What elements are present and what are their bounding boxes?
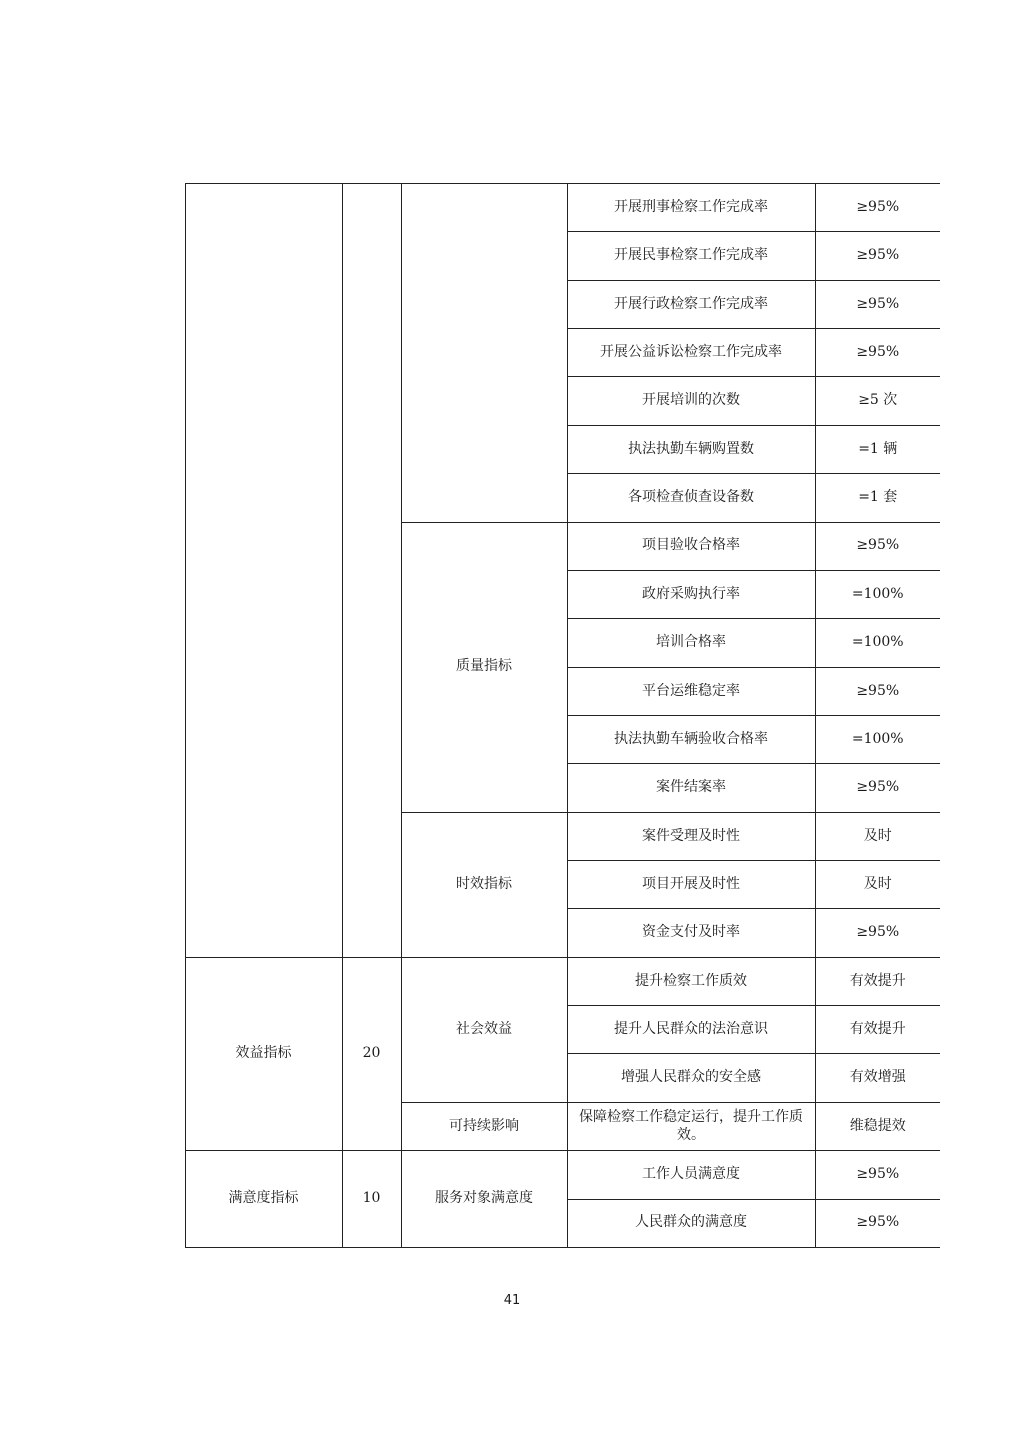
satisfaction-indicator-label: 满意度指标 [185, 1151, 342, 1248]
indicator-name: 开展公益诉讼检察工作完成率 [567, 329, 815, 377]
indicator-value: =100% [815, 570, 940, 618]
score-cell [342, 184, 401, 958]
indicator-value: ≥95% [815, 909, 940, 957]
indicator-name: 案件受理及时性 [567, 812, 815, 860]
quality-indicator-label: 质量指标 [401, 522, 567, 812]
social-benefit-label: 社会效益 [401, 957, 567, 1102]
indicator-name: 开展行政检察工作完成率 [567, 280, 815, 328]
indicator-value: ≥95% [815, 764, 940, 812]
secondary-indicator-cell [401, 184, 567, 523]
table-row [145, 1151, 940, 1199]
sustainable-impact-label: 可持续影响 [401, 1102, 567, 1150]
left-margin-cell [145, 184, 185, 1248]
indicator-name: 培训合格率 [567, 619, 815, 667]
indicator-value: ≥95% [815, 667, 940, 715]
indicator-value: ≥95% [815, 1151, 940, 1199]
indicator-value: 有效增强 [815, 1054, 940, 1102]
performance-indicator-table [145, 183, 940, 1248]
indicator-name: 政府采购执行率 [567, 570, 815, 618]
indicator-name: 平台运维稳定率 [567, 667, 815, 715]
indicator-value: ≥5 次 [815, 377, 940, 425]
indicator-name: 开展民事检察工作完成率 [567, 232, 815, 280]
indicator-value: ≥95% [815, 184, 940, 232]
table-row [145, 957, 940, 1005]
indicator-name: 项目验收合格率 [567, 522, 815, 570]
indicator-value: 有效提升 [815, 957, 940, 1005]
indicator-value: ≥95% [815, 1199, 940, 1247]
indicator-name: 人民群众的满意度 [567, 1199, 815, 1247]
indicator-name: 保障检察工作稳定运行，提升工作质效。 [567, 1102, 815, 1150]
indicator-value: =100% [815, 715, 940, 763]
indicator-name: 提升人民群众的法治意识 [567, 1006, 815, 1054]
indicator-name: 资金支付及时率 [567, 909, 815, 957]
benefit-indicator-label: 效益指标 [185, 957, 342, 1150]
indicator-name: 开展刑事检察工作完成率 [567, 184, 815, 232]
indicator-name: 各项检查侦查设备数 [567, 474, 815, 522]
satisfaction-score: 10 [342, 1151, 401, 1248]
indicator-value: 及时 [815, 812, 940, 860]
table-row [145, 184, 940, 232]
indicator-name: 项目开展及时性 [567, 861, 815, 909]
service-object-satisfaction-label: 服务对象满意度 [401, 1151, 567, 1248]
benefit-score: 20 [342, 957, 401, 1150]
page-number: 41 [503, 1293, 521, 1308]
indicator-name: 提升检察工作质效 [567, 957, 815, 1005]
indicator-value: 有效提升 [815, 1006, 940, 1054]
indicator-value: =1 辆 [815, 425, 940, 473]
indicator-value: ≥95% [815, 232, 940, 280]
indicator-value: =100% [815, 619, 940, 667]
indicator-value: 及时 [815, 861, 940, 909]
indicator-value: =1 套 [815, 474, 940, 522]
indicator-name: 工作人员满意度 [567, 1151, 815, 1199]
indicator-name: 开展培训的次数 [567, 377, 815, 425]
primary-indicator-cell [185, 184, 342, 958]
indicator-value: 维稳提效 [815, 1102, 940, 1150]
indicator-value: ≥95% [815, 522, 940, 570]
indicator-value: ≥95% [815, 280, 940, 328]
indicator-name: 执法执勤车辆验收合格率 [567, 715, 815, 763]
timeliness-indicator-label: 时效指标 [401, 812, 567, 957]
indicator-name: 案件结案率 [567, 764, 815, 812]
indicator-name: 增强人民群众的安全感 [567, 1054, 815, 1102]
indicator-value: ≥95% [815, 329, 940, 377]
indicator-name: 执法执勤车辆购置数 [567, 425, 815, 473]
